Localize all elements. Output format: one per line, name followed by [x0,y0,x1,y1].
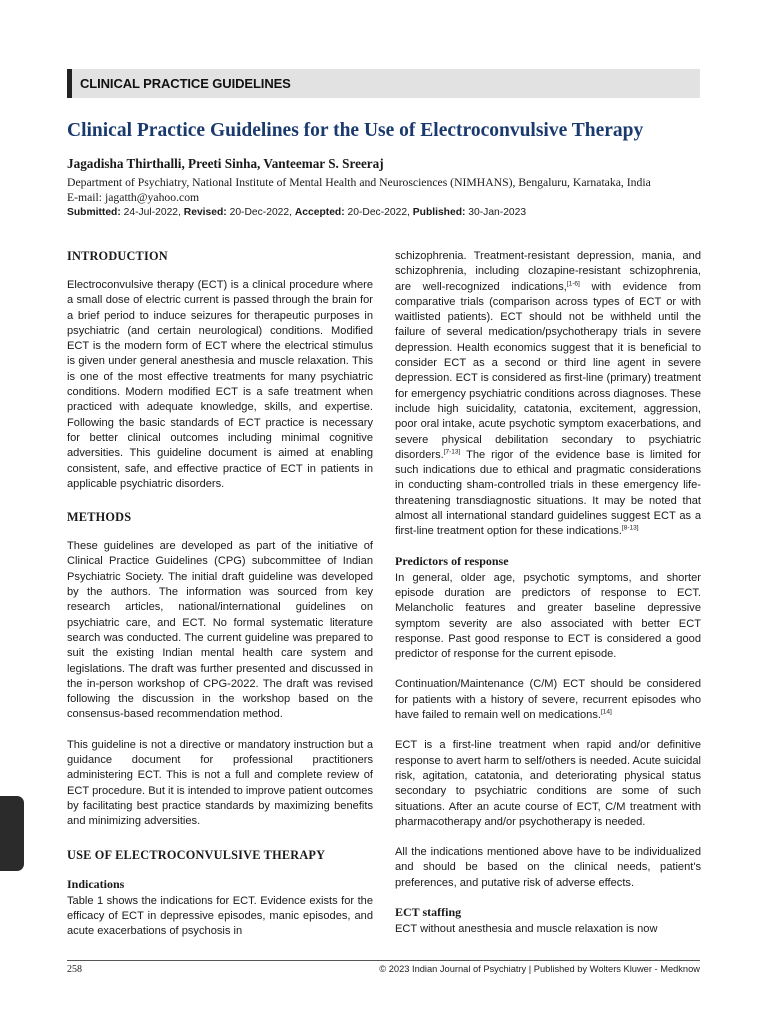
use-of-ect-heading: USE OF ELECTROCONVULSIVE THERAPY [67,847,326,862]
methods-heading: METHODS [67,510,132,525]
citation-ref: [8-13] [621,524,639,532]
submitted-label: Submitted: [67,207,121,218]
revised-label: Revised: [183,207,227,218]
right-column [395,249,701,937]
left-column [67,249,373,939]
methods-paragraph-1: These guidelines are developed as part of the initiative of Clinical Practice Guidelines (CPG) subcommittee of Indian Psychiatric Society. The initial draft guideline was developed by the authors. The information was sourced from key research articles, national/international guidelines on psychiatric care, and ECT. No formal systematic literature search was conducted. The current guideline was prepared to suit the existing Indian mental health care system and legislations. The draft was further presented and discussed in the in-person workshop of CPG-2022. The draft was revised following the discussion in the workshop based on the consensus-based recommendation method. [67,540,373,721]
banner-label: CLINICAL PRACTICE GUIDELINES [80,76,291,91]
page-number: 258 [67,964,82,975]
article-dates [67,207,526,218]
indications-paragraph: Table 1 shows the indications for ECT. Evidence exists for the efficacy of ECT in depressive episodes, manic episodes, and acute exacerbations of psychosis in [67,894,373,938]
indications-continued-paragraph [395,249,701,540]
citation-ref: [7-13] [443,448,461,456]
author-affiliation: Department of Psychiatry, National Institute of Mental Health and Neurosciences (NIMHANS), Bengaluru, Karnataka, India [67,176,651,189]
introduction-heading: INTRODUCTION [67,249,168,263]
continuation-maintenance-paragraph [395,677,701,723]
submitted-date: 24-Jul-2022, [123,207,181,218]
section-banner [67,69,700,98]
cm-text: Continuation/Maintenance (C/M) ECT should be considered for patients with a history of severe, recurrent episodes who have failed to remain well on medications. [395,678,701,722]
accepted-label: Accepted: [294,207,345,218]
first-line-paragraph: ECT is a first-line treatment when rapid and/or definitive response to avert harm to self/others is needed. Acute suicidal risk, agitation, catatonia, and deteriorating physical status secondary to psychiatric conditions are some of such situations. After an acute course of ECT, C/M treatment with pharmacotherapy and/or psychotherapy is needed. [395,739,701,828]
author-email: E-mail: jagatth@yahoo.com [67,191,200,204]
footer-copyright: © 2023 Indian Journal of Psychiatry | Published by Wolters Kluwer - Medknow [379,964,700,974]
citation-ref: [14] [600,708,612,716]
footer-divider [67,960,700,961]
article-title: Clinical Practice Guidelines for the Use of Electroconvulsive Therapy [67,120,644,141]
ect-staffing-heading: ECT staffing [395,904,462,919]
side-thumb-tab [0,796,24,871]
introduction-paragraph: Electroconvulsive therapy (ECT) is a clinical procedure where a small dose of electric current is passed through the brain for a brief period to induce seizures for therapeutic purposes in psychiatric (and certain neurological) conditions. Modified ECT is the modern form of ECT where the electrical stimulus is given under general anesthesia and muscle relaxation. This is one of the most effective treatments for many psychiatric conditions. Modern modified ECT is a safe treatment when practiced with adequate knowledge, skills, and expertise. Following the basic standards of ECT practice is necessary for better clinical outcomes including minimal cognitive adversities. This guideline document is aimed at enabling consistent, safe, and effective practice of ECT in patients in applicable psychiatric disorders. [67,279,373,490]
published-label: Published: [412,207,466,218]
citation-ref: [1-6] [566,279,580,287]
ect-staffing-paragraph: ECT without anesthesia and muscle relaxation is now [395,922,658,935]
published-date: 30-Jan-2023 [468,207,527,218]
predictors-heading: Predictors of response [395,553,509,568]
revised-date: 20-Dec-2022, [229,207,292,218]
methods-paragraph-2: This guideline is not a directive or mandatory instruction but a guidance document for professional practitioners administering ECT. This is not a full and complete review of ECT procedure. But it is intended to improve patient outcomes by facilitating best practice standards by maximizing benefits and minimizing adversities. [67,738,373,828]
cont-text-a: schizophrenia. Treatment-resistant depression, mania, and schizophrenia, including clozapine-resistant schizophrenia, are well-recognized indications, [395,250,701,293]
indications-heading: Indications [67,876,125,891]
article-authors: Jagadisha Thirthalli, Preeti Sinha, Vanteemar S. Sreeraj [67,156,384,171]
accepted-date: 20-Dec-2022, [347,207,410,218]
individualized-paragraph: All the indications mentioned above have to be individualized and should be based on the clinical needs, patient's preferences, and putative risk of adverse effects. [395,846,701,889]
cont-text-c: The rigor of the evidence base is limited for such indications due to ethical and pragmatic considerations in conducting sham-controlled trials in these emergency life-threatening transdiagnostic situations. It may be noted that almost all international standard guidelines suggest ECT as a first-line treatment option for these indications. [395,448,701,538]
predictors-paragraph: In general, older age, psychotic symptoms, and shorter episode duration are predictors of response to ECT. Melancholic features and greater baseline depressive symptom severity are also associated with better ECT response. Past good response to ECT is considered a good predictor of response for the current episode. [395,571,701,661]
cont-text-b: with evidence from comparative trials (comparison across types of ECT or with waitlisted patients). ECT should not be withheld until the failure of several medication/psychotherapy trials in severe depression. Health economics suggest that it is beneficial to consider ECT as a second or third line agent in severe depression. ECT is considered as first-line (primary) treatment for emergency psychiatric conditions across diagnoses. These include high suicidality, catatonia, excitement, aggression, poor oral intake, acute psychotic symptom exacerbations, and severe physical debilitation secondary to psychiatric disorders. [395,280,701,461]
